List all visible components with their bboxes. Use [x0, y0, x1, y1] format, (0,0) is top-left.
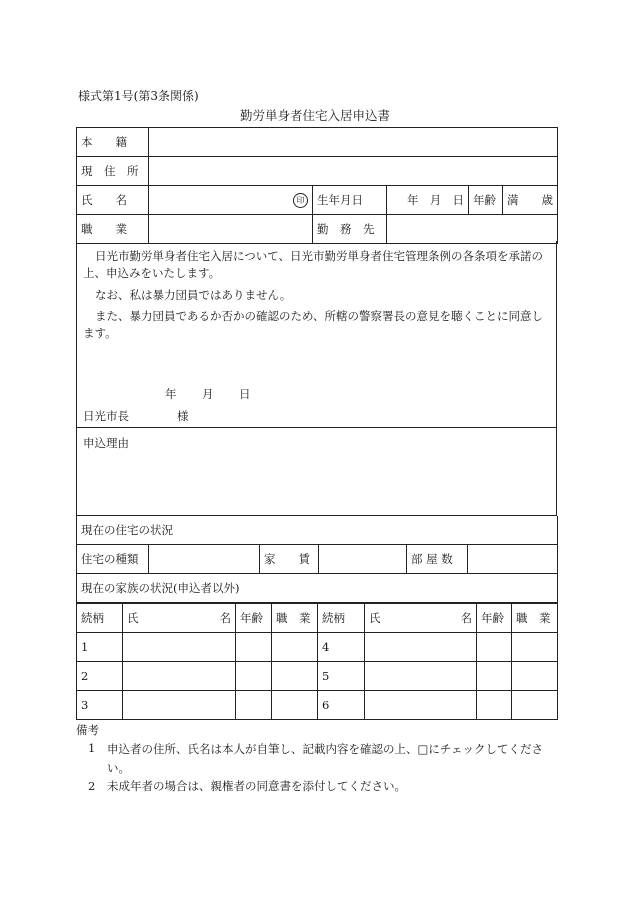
reason-label: 申込理由 — [83, 436, 129, 450]
workplace-field[interactable] — [387, 215, 558, 244]
family-name-field[interactable] — [123, 691, 236, 720]
age-sai: 歳 — [541, 193, 554, 207]
housing-type-field[interactable] — [149, 545, 260, 574]
family-age-field[interactable] — [477, 662, 512, 691]
family-name-field[interactable] — [365, 691, 477, 720]
family-header-job: 職 業 — [272, 604, 318, 633]
date-month: 月 — [202, 387, 214, 401]
row-number: 6 — [318, 691, 365, 720]
row-number: 1 — [77, 633, 123, 662]
age-field[interactable] — [503, 186, 558, 215]
housing-row — [77, 545, 558, 574]
housing-table — [76, 516, 558, 603]
age-label: 年齢 — [469, 186, 503, 215]
family-header-relation: 続柄 — [77, 604, 123, 633]
birth-day: 日 — [452, 193, 464, 207]
reason-box[interactable] — [76, 428, 557, 516]
housing-type-label: 住宅の種類 — [77, 545, 149, 574]
occupation-label: 職 業 — [77, 215, 149, 244]
family-header-age-2: 年齢 — [477, 604, 512, 633]
date-year: 年 — [165, 387, 177, 401]
family-section-title: 現在の家族の状況(申込者以外) — [77, 574, 558, 603]
honseki-row — [77, 128, 558, 157]
name-label: 氏 名 — [77, 186, 149, 215]
family-header-row — [77, 604, 558, 633]
occupation-row — [77, 215, 558, 244]
declaration-box — [76, 241, 557, 428]
family-header-age: 年齢 — [236, 604, 272, 633]
table-row — [77, 662, 558, 691]
note-number: 2 — [88, 779, 96, 793]
form-number: 様式第1号(第3条関係) — [78, 89, 199, 103]
family-name-field[interactable] — [365, 662, 477, 691]
family-header-job-2: 職 業 — [512, 604, 558, 633]
housing-section-row — [77, 516, 558, 545]
address-field[interactable] — [149, 157, 558, 186]
family-name-field[interactable] — [123, 633, 236, 662]
family-table — [76, 603, 558, 720]
note-text: 申込者の住所、氏名は本人が自筆し、記載内容を確認の上、□にチェックしてください。 — [107, 742, 544, 775]
birth-year: 年 — [407, 193, 419, 207]
family-job-field[interactable] — [272, 662, 318, 691]
note-text: 未成年者の場合は、親権者の同意書を添付してください。 — [107, 779, 406, 793]
address-label: 現 住 所 — [77, 157, 149, 186]
mayor-honorific: 様 — [177, 409, 189, 423]
workplace-label: 勤 務 先 — [313, 215, 387, 244]
seal-mark: 印 — [293, 193, 308, 208]
family-job-field[interactable] — [512, 662, 558, 691]
family-age-field[interactable] — [477, 691, 512, 720]
address-row — [77, 157, 558, 186]
family-name-field[interactable] — [365, 633, 477, 662]
rooms-field[interactable] — [468, 545, 558, 574]
family-job-field[interactable] — [272, 691, 318, 720]
note-number: 1 — [88, 741, 96, 755]
family-section-row — [77, 574, 558, 603]
family-age-field[interactable] — [236, 633, 272, 662]
name-row — [77, 186, 558, 215]
age-full: 満 — [507, 193, 519, 207]
row-number: 4 — [318, 633, 365, 662]
rent-label: 家 賃 — [260, 545, 319, 574]
rooms-label: 部 屋 数 — [407, 545, 468, 574]
occupation-field[interactable] — [149, 215, 313, 244]
row-number: 2 — [77, 662, 123, 691]
honseki-label: 本 籍 — [77, 128, 149, 157]
row-number: 5 — [318, 662, 365, 691]
notes-heading: 備考 — [76, 723, 99, 737]
family-name-field[interactable] — [123, 662, 236, 691]
declaration-p3: また、暴力団員であるか否かの確認のため、所轄の警察署長の意見を聴くことに同意します。 — [83, 309, 544, 340]
date-day: 日 — [239, 387, 251, 401]
page-title: 勤労単身者住宅入居申込書 — [239, 108, 390, 123]
mayor-label: 日光市長 — [83, 409, 129, 423]
family-age-field[interactable] — [236, 662, 272, 691]
declaration-p2: なお、私は暴力団員ではありません。 — [95, 288, 292, 302]
family-header-name-2: 氏 名 — [365, 604, 477, 633]
family-age-field[interactable] — [236, 691, 272, 720]
honseki-field[interactable] — [149, 128, 558, 157]
housing-section-title: 現在の住宅の状況 — [77, 516, 558, 545]
birth-field[interactable] — [387, 186, 469, 215]
declaration-p1: 日光市勤労単身者住宅入居について、日光市勤労単身者住宅管理条例の各条項を承諾の上、申込みをいたします。 — [83, 249, 544, 280]
family-header-name: 氏 名 — [123, 604, 236, 633]
name-field[interactable] — [149, 186, 313, 215]
row-number: 3 — [77, 691, 123, 720]
table-row — [77, 691, 558, 720]
family-job-field[interactable] — [512, 691, 558, 720]
family-age-field[interactable] — [477, 633, 512, 662]
rent-field[interactable] — [319, 545, 407, 574]
applicant-table — [76, 127, 558, 244]
family-job-field[interactable] — [272, 633, 318, 662]
table-row — [77, 633, 558, 662]
family-header-relation-2: 続柄 — [318, 604, 365, 633]
family-job-field[interactable] — [512, 633, 558, 662]
birth-label: 生年月日 — [313, 186, 387, 215]
birth-month: 月 — [429, 193, 442, 207]
